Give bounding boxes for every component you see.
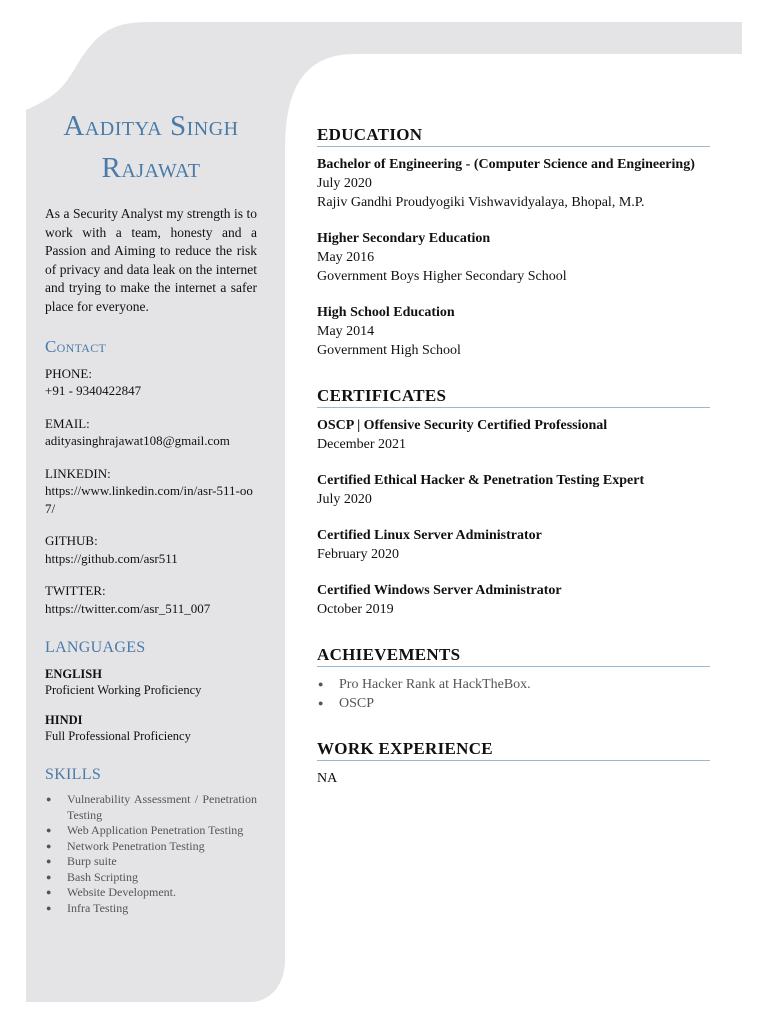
contact-heading: Contact	[45, 337, 107, 356]
contact-value: adityasinghrajawat108@gmail.com	[45, 433, 230, 448]
contact-list	[45, 365, 257, 618]
contact-item	[45, 465, 257, 518]
achievement-item: ● OSCP	[317, 694, 710, 713]
certificate-date: October 2019	[317, 602, 394, 617]
achievement-item: ● Pro Hacker Rank at HackTheBox.	[317, 675, 710, 694]
contact-label: TWITTER:	[45, 583, 106, 598]
education-title: Higher Secondary Education	[317, 231, 491, 246]
skill-item: ● Infra Testing	[45, 901, 257, 917]
language-level: Proficient Working Proficiency	[45, 682, 202, 697]
skill-item: ● Bash Scripting	[45, 870, 257, 886]
work-experience-text: NA	[317, 771, 338, 786]
contact-label: EMAIL:	[45, 415, 90, 431]
contact-item	[45, 532, 257, 567]
education-date: July 2020	[317, 176, 372, 191]
certificate-entry	[317, 526, 710, 564]
language-item	[45, 712, 257, 744]
contact-label: GITHUB:	[45, 533, 98, 548]
work-experience-section	[317, 739, 710, 788]
sidebar	[45, 105, 257, 916]
contact-value: +91 - 9340422847	[45, 383, 142, 398]
contact-label: LINKEDIN:	[45, 465, 111, 481]
contact-item	[45, 582, 257, 617]
language-level: Full Professional Proficiency	[45, 728, 191, 743]
achievements-section	[317, 645, 710, 713]
contact-item	[45, 415, 257, 450]
education-entry	[317, 303, 710, 360]
education-institution: Rajiv Gandhi Proudyogiki Vishwavidyalaya, Bhopal, M.P.	[317, 195, 645, 210]
certificates-heading: CERTIFICATES	[317, 386, 710, 408]
education-institution: Government Boys Higher Secondary School	[317, 269, 567, 284]
objective-text: As a Security Analyst my strength is to work with a team, honesty and a Passion and Aiming to reduce the risk of privacy and data leak on the internet and trying to make the internet a safer place for everyone.	[45, 206, 257, 314]
candidate-name: Aaditya Singh Rajawat	[63, 110, 239, 184]
skill-item: ● Network Penetration Testing	[45, 839, 257, 855]
skills-list	[45, 792, 257, 916]
certificate-entry	[317, 416, 710, 454]
skills-heading: SKILLS	[45, 765, 102, 783]
education-title: Bachelor of Engineering - (Computer Science and Engineering)	[317, 157, 695, 172]
skill-item: ● Vulnerability Assessment / Penetration Testing	[45, 792, 257, 823]
achievements-heading: ACHIEVEMENTS	[317, 645, 710, 667]
language-name: ENGLISH	[45, 666, 102, 681]
contact-item	[45, 365, 257, 400]
contact-value: https://twitter.com/asr_511_007	[45, 600, 211, 616]
certificate-entry	[317, 581, 710, 619]
certificates-section	[317, 386, 710, 619]
main-content	[317, 125, 710, 814]
language-name: HINDI	[45, 712, 83, 727]
education-heading: EDUCATION	[317, 125, 710, 147]
certificate-title: Certified Linux Server Administrator	[317, 528, 542, 543]
certificate-date: December 2021	[317, 437, 407, 452]
language-item	[45, 666, 257, 698]
education-date: May 2014	[317, 324, 375, 339]
contact-value: https://www.linkedin.com/in/asr-511-oo7/	[45, 483, 253, 516]
skill-item: ● Website Development.	[45, 885, 257, 901]
skill-item: ● Web Application Penetration Testing	[45, 823, 257, 839]
certificate-title: OSCP | Offensive Security Certified Professional	[317, 418, 608, 433]
language-list	[45, 666, 257, 744]
certificate-date: July 2020	[317, 492, 372, 507]
certificate-entry	[317, 471, 710, 509]
languages-heading: LANGUAGES	[45, 639, 146, 656]
skill-item: ● Burp suite	[45, 854, 257, 870]
education-entry	[317, 155, 710, 212]
contact-value: https://github.com/asr511	[45, 550, 178, 566]
contact-label: PHONE:	[45, 365, 92, 381]
work-experience-heading: WORK EXPERIENCE	[317, 739, 710, 761]
certificate-title: Certified Ethical Hacker & Penetration Testing Expert	[317, 473, 645, 488]
education-entry	[317, 229, 710, 286]
certificate-title: Certified Windows Server Administrator	[317, 583, 562, 598]
education-date: May 2016	[317, 250, 375, 265]
education-institution: Government High School	[317, 343, 461, 358]
education-section	[317, 125, 710, 360]
education-title: High School Education	[317, 305, 455, 320]
certificate-date: February 2020	[317, 547, 400, 562]
